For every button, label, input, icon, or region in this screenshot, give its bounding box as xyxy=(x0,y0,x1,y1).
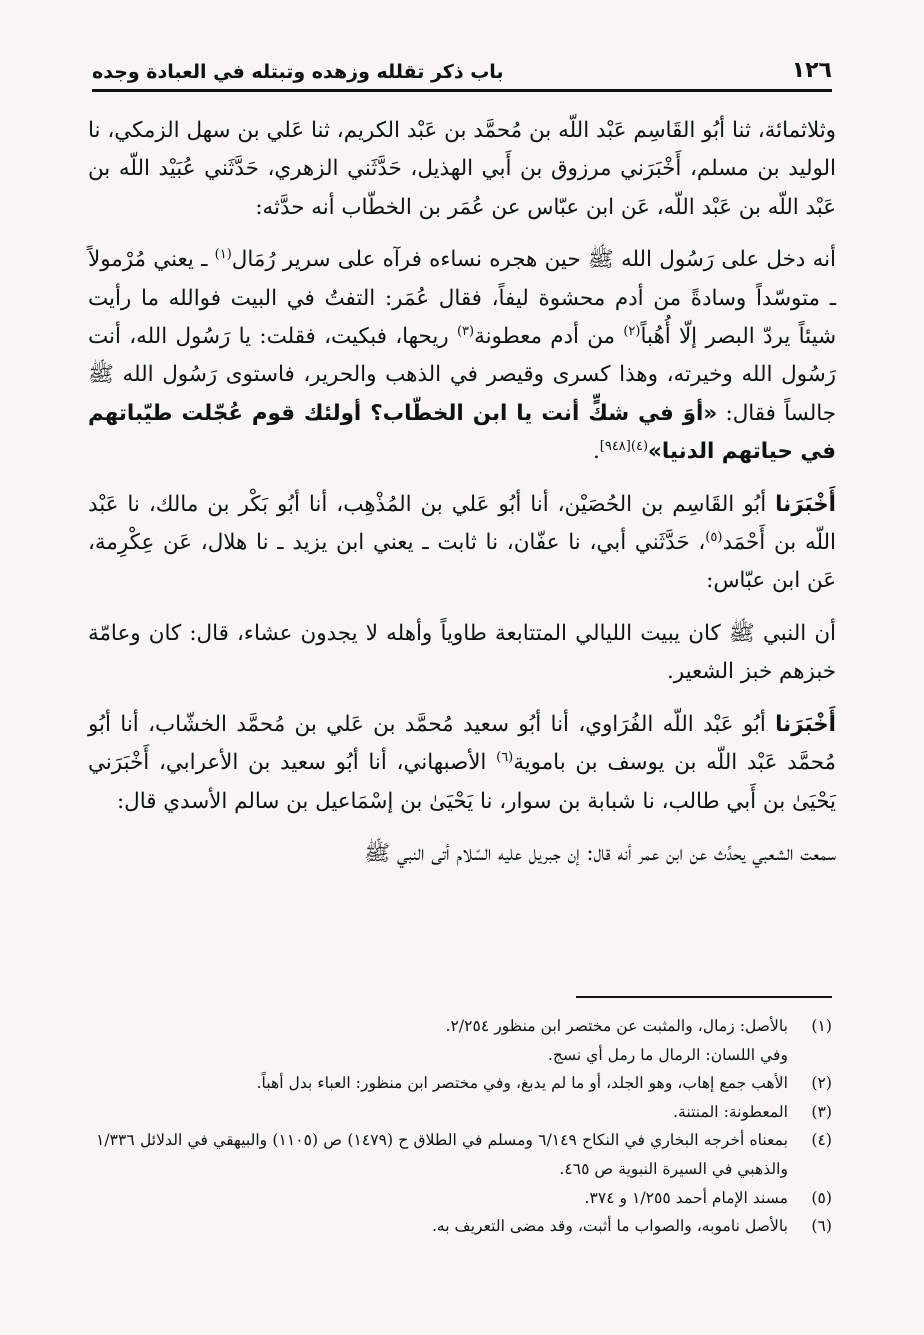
running-title: باب ذكر تقلله وزهده وتبتله في العبادة وجده xyxy=(92,61,504,83)
footnote-number: (٤) xyxy=(811,1131,832,1150)
footnote-marker-1[interactable]: (١) xyxy=(214,247,232,263)
paragraph-text: أنه دخل على رَسُول الله ﷺ حين هجره نساءه فرآه على سرير رُمَال xyxy=(231,247,836,273)
hadith-quote: «أوَ في شكٍّ أنت يا ابن الخطّاب؟ أولئك قوم عُجّلت طيّباتهم في حياتهم الدنيا» xyxy=(88,400,836,465)
footnote-4 xyxy=(96,1126,832,1183)
main-text xyxy=(88,112,836,873)
footnote-6 xyxy=(96,1212,832,1241)
footnote-text: مسند الإمام أحمد ١/٢٥٥ و ٣٧٤. xyxy=(584,1188,788,1207)
footnote-text: بالأصل: زمال، والمثبت عن مختصر ابن منظور ٢/٢٥٤. xyxy=(445,1017,788,1035)
paragraph-hadith-1 xyxy=(88,241,836,471)
footnote-text: المعطونة: المنتنة. xyxy=(673,1102,788,1121)
footnote-divider xyxy=(576,996,832,998)
paragraph-text: من أدم معطونة xyxy=(474,324,624,350)
paragraph-text: الأصبهاني، أنا أبُو سعيد بن الأعرابي، أَخْبَرَني يَحْيَىٰ بن أَبي طالب، نا شبابة بن سوار، نا يَحْيَىٰ بن إسْمَاعيل بن سالم الأسدي قال: xyxy=(88,750,836,814)
paragraph-text: ـ يعني مُرْمولاً ـ متوسّداً وسادةً من أدم محشوة ليفاً، فقال عُمَر: التفتُ في البيت فوالله ما رأيت شيئاً يردّ البصر إلّا أُهُباً xyxy=(88,247,836,350)
page-header xyxy=(92,52,832,92)
paragraph-text: وثلاثمائة، ثنا أبُو القَاسِم عَبْد اللّه بن مُحمَّد بن عَبْد الكريم، ثنا عَلي بن سهل الزمكي، نا الوليد بن مسلم، أَخْبَرَني مرزوق بن أَبي الهذيل، حَدَّثَني الزهري، حَدَّثَني عُبَيْد اللّه بن عَبْد اللّه بن عَبْد اللّه، عَن ابن عبّاس عن عُمَر بن الخطّاب أنه حدَّثه: xyxy=(88,118,836,220)
footnote-marker-4[interactable]: (٤) xyxy=(630,439,649,455)
hadith-reference-number: [٩٤٨] xyxy=(599,439,631,455)
footnote-number: (٦) xyxy=(811,1217,832,1236)
paragraph-hadith-3 xyxy=(88,835,836,873)
footnote-3 xyxy=(96,1098,832,1127)
footnote-text: بالأصل ناموبه، والصواب ما أثبت، وقد مضى التعريف به. xyxy=(431,1217,788,1236)
akhbarana-lead: أَخْبَرَنا xyxy=(775,491,836,517)
footnote-marker-3[interactable]: (٣) xyxy=(456,323,475,339)
footnotes xyxy=(96,1012,832,1241)
footnote-text: الأهب جمع إهاب، وهو الجلد، أو ما لم يدبغ، وفي مختصر ابن منظور: العباء بدل أهباً. xyxy=(256,1074,788,1093)
footnote-1 xyxy=(96,1012,832,1041)
paragraph-isnad-3 xyxy=(88,706,836,821)
footnote-1-continuation: وفي اللسان: الرمال ما رمل أي نسج. xyxy=(547,1045,788,1064)
paragraph-end: . xyxy=(592,439,600,465)
paragraph-text: ، حَدَّثَني أبي، نا عفّان، نا ثابت ـ يعني ابن يزيد ـ نا هلال، عَن عِكْرِمة، عَن ابن عبّاس: xyxy=(88,530,836,594)
paragraph-text: سمعت الشعبي يحدِّث عن ابن عمر أنه قال: إن جبريل عليه السّلام أتى النبي ﷺ xyxy=(364,840,836,866)
footnote-number: (١) xyxy=(811,1017,832,1035)
paragraph-hadith-2 xyxy=(88,615,836,692)
footnote-text: بمعناه أخرجه البخاري في النكاح ٦/١٤٩ ومسلم في الطلاق ح (١٤٧٩) ص (١١٠٥) والبيهقي في الدلائل ١/٣٣٦ والذهبي في السيرة النبوية ص ٤٦٥. xyxy=(96,1131,788,1178)
footnote-marker-6[interactable]: (٦) xyxy=(496,749,514,765)
paragraph-isnad-2 xyxy=(88,486,836,601)
paragraph-isnad-1 xyxy=(88,112,836,227)
footnote-marker-5[interactable]: (٥) xyxy=(705,529,723,545)
paragraph-text: أبُو عَبْد اللّه الفُرَاوي، أنا أبُو سعيد مُحمَّد بن عَلي بن مُحمَّد الخشّاب، أنا أبُو مُحمَّد عَبْد اللّه بن يوسف بن باموية xyxy=(88,711,836,776)
footnote-number: (٢) xyxy=(811,1074,832,1093)
footnote-2 xyxy=(96,1069,832,1098)
footnote-number: (٣) xyxy=(811,1102,832,1121)
akhbarana-lead: أَخْبَرَنا xyxy=(775,711,836,737)
footnote-marker-2[interactable]: (٢) xyxy=(623,323,641,339)
paragraph-text: ريحها، فبكيت، فقلت: يا رَسُول الله، أنت رَسُول الله وخيرته، وهذا كسرى وقيصر في الذهب والحرير، فاستوى رَسُول الله ﷺ جالساً فقال: xyxy=(88,324,836,426)
page-number: ١٢٦ xyxy=(791,58,832,83)
footnote-5 xyxy=(96,1184,832,1213)
footnote-number: (٥) xyxy=(811,1188,832,1207)
paragraph-text: أبُو القَاسِم بن الحُصَيْن، أنا أبُو عَلي بن المُذْهِب، أنا أبُو بَكْر بن مالك، نا عَبْد اللّه بن أَحْمَد xyxy=(88,491,836,556)
paragraph-text: أن النبي ﷺ كان يبيت الليالي المتتابعة طاوياً وأهله لا يجدون عشاء، قال: كان وعامّة خبزهم خبز الشعير. xyxy=(88,620,836,685)
